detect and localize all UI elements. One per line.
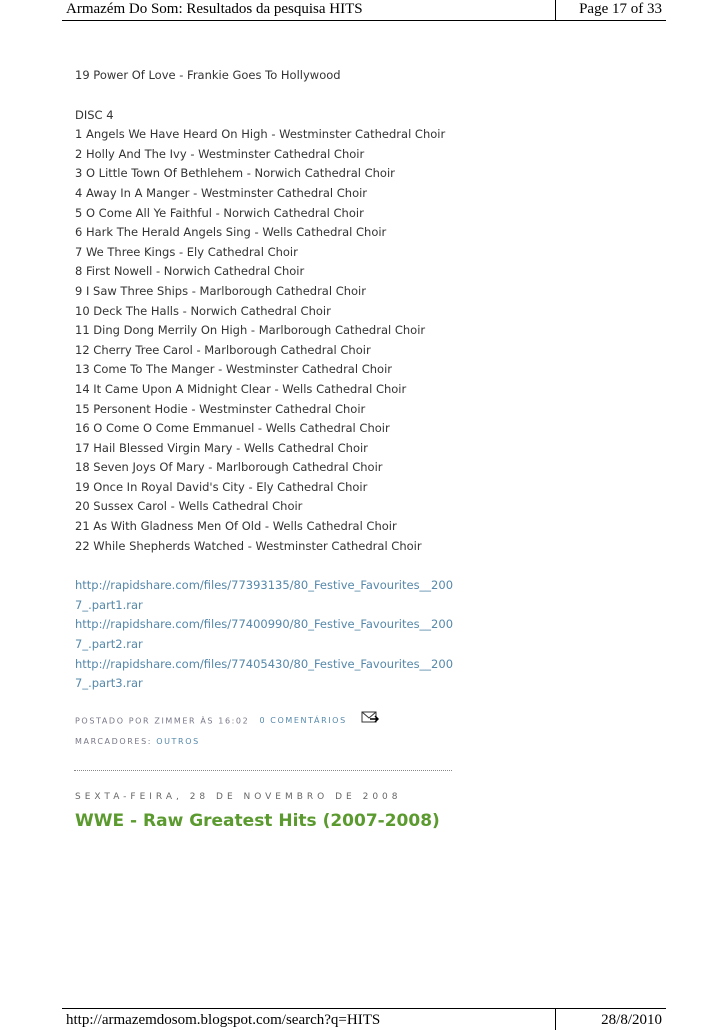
- track-item: 20 Sussex Carol - Wells Cathedral Choir: [75, 499, 303, 514]
- track-item: 13 Come To The Manger - Westminster Cathedral Choir: [75, 362, 392, 377]
- download-link-line[interactable]: 7_.part3.rar: [75, 676, 143, 691]
- post-body: [75, 66, 455, 752]
- post-separator: [74, 770, 452, 771]
- email-post-icon[interactable]: [361, 710, 379, 732]
- download-link-line[interactable]: http://rapidshare.com/files/77405430/80_Festive_Favourites__200: [75, 656, 454, 671]
- track-item: 3 O Little Town Of Bethlehem - Norwich Cathedral Choir: [75, 166, 395, 181]
- download-link-line[interactable]: http://rapidshare.com/files/77393135/80_Festive_Favourites__200: [75, 578, 454, 593]
- header-divider: [62, 20, 666, 21]
- download-link-3[interactable]: [75, 655, 455, 694]
- comments-link[interactable]: 0 COMENTÁRIOS: [259, 716, 347, 726]
- footer-date: 28/8/2010: [601, 1012, 662, 1028]
- posted-by: POSTADO POR ZIMMER ÀS 16:02: [75, 716, 250, 726]
- track-item: 14 It Came Upon A Midnight Clear - Wells Cathedral Choir: [75, 381, 407, 396]
- footer-column-divider: [555, 1008, 556, 1030]
- header-column-divider: [555, 0, 556, 20]
- track-item: 18 Seven Joys Of Mary - Marlborough Cathedral Choir: [75, 460, 383, 475]
- track-item: 5 O Come All Ye Faithful - Norwich Cathedral Choir: [75, 205, 364, 220]
- track-item: 2 Holly And The Ivy - Westminster Cathedral Choir: [75, 146, 365, 161]
- track-item: 11 Ding Dong Merrily On High - Marlborough Cathedral Choir: [75, 323, 426, 338]
- footer-divider: [62, 1008, 666, 1009]
- track-item: 12 Cherry Tree Carol - Marlborough Cathedral Choir: [75, 342, 371, 357]
- track-item: 8 First Nowell - Norwich Cathedral Choir: [75, 264, 305, 279]
- labels-prefix: MARCADORES:: [75, 736, 153, 746]
- labels-line: [75, 732, 455, 752]
- download-link-2[interactable]: [75, 615, 455, 654]
- label-link[interactable]: OUTROS: [156, 736, 200, 746]
- track-item: 22 While Shepherds Watched - Westminster Cathedral Choir: [75, 538, 422, 553]
- download-link-line[interactable]: 7_.part2.rar: [75, 637, 143, 652]
- track-item: 21 As With Gladness Men Of Old - Wells Cathedral Choir: [75, 519, 397, 534]
- date-header: SEXTA-FEIRA, 28 DE NOVEMBRO DE 2008: [75, 792, 402, 802]
- track-item: 17 Hail Blessed Virgin Mary - Wells Cathedral Choir: [75, 440, 368, 455]
- footer-url: http://armazemdosom.blogspot.com/search?q=HITS: [66, 1012, 381, 1028]
- track-list: [75, 125, 455, 556]
- page-header-title: Armazém Do Som: Resultados da pesquisa HITS: [66, 1, 363, 17]
- track-item: 4 Away In A Manger - Westminster Cathedral Choir: [75, 185, 368, 200]
- post-title[interactable]: WWE - Raw Greatest Hits (2007-2008): [75, 811, 440, 831]
- track-item: 16 O Come O Come Emmanuel - Wells Cathedral Choir: [75, 421, 390, 436]
- track-item: 9 I Saw Three Ships - Marlborough Cathedral Choir: [75, 283, 366, 298]
- track-item: 7 We Three Kings - Ely Cathedral Choir: [75, 244, 298, 259]
- track-item: 15 Personent Hodie - Westminster Cathedral Choir: [75, 401, 366, 416]
- page-number: Page 17 of 33: [579, 1, 662, 17]
- track-item: 1 Angels We Have Heard On High - Westminster Cathedral Choir: [75, 127, 446, 142]
- track-item: 19 Once In Royal David's City - Ely Cathedral Choir: [75, 479, 368, 494]
- post-footer-line: [75, 710, 455, 732]
- track-item: 10 Deck The Halls - Norwich Cathedral Choir: [75, 303, 331, 318]
- disc-label: DISC 4: [75, 107, 114, 122]
- download-link-line[interactable]: 7_.part1.rar: [75, 597, 143, 612]
- download-link-line[interactable]: http://rapidshare.com/files/77400990/80_Festive_Favourites__200: [75, 617, 454, 632]
- intro-track: 19 Power Of Love - Frankie Goes To Hollywood: [75, 68, 341, 82]
- track-item: 6 Hark The Herald Angels Sing - Wells Cathedral Choir: [75, 225, 387, 240]
- download-link-1[interactable]: [75, 576, 455, 615]
